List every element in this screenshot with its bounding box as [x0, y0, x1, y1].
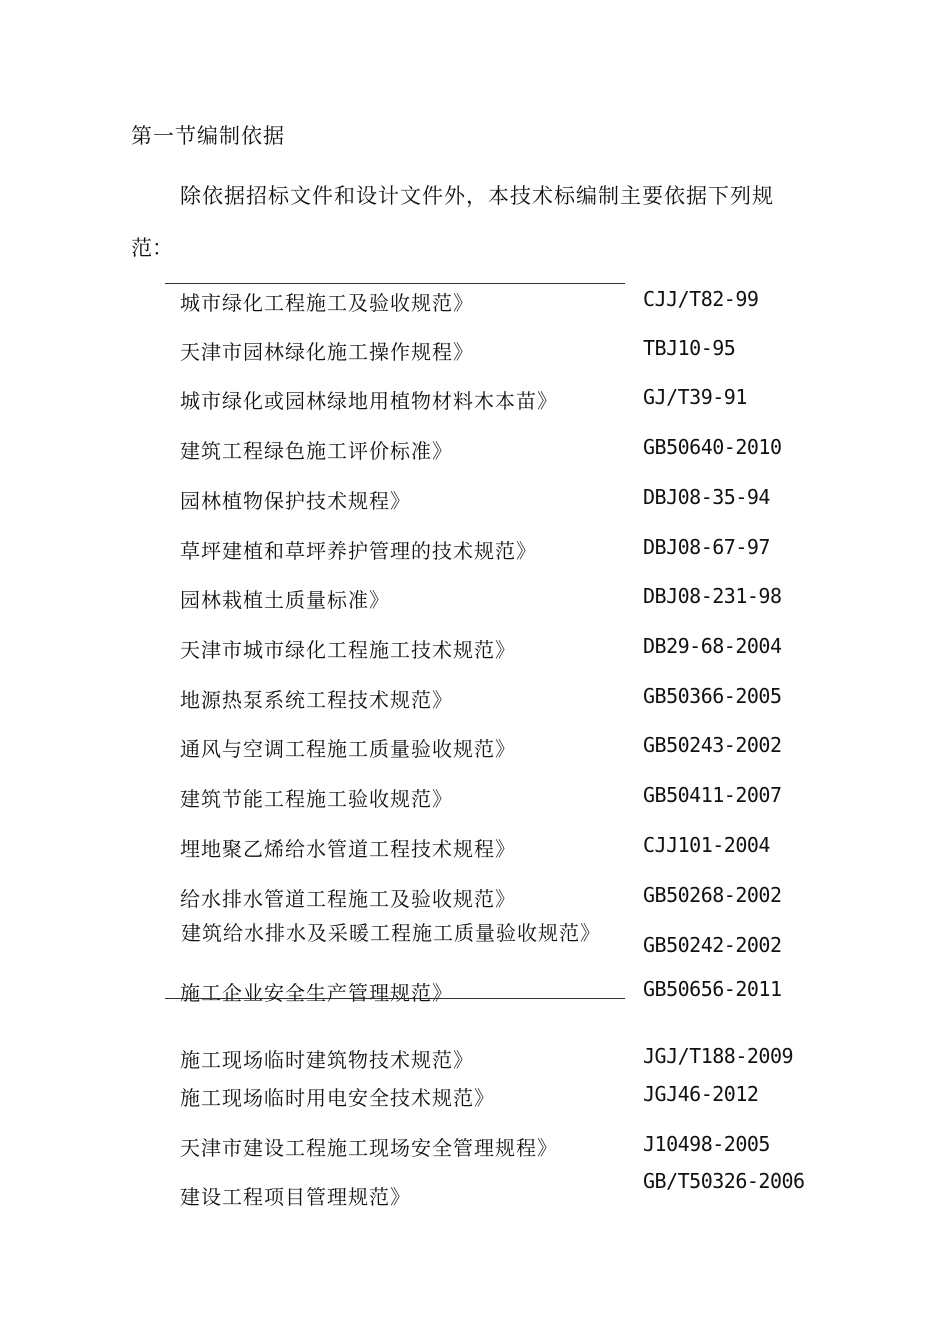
standard-code: GB50366-2005: [643, 684, 782, 708]
standard-row: [0, 287, 950, 317]
standard-name: 城市绿化工程施工及验收规范》: [180, 291, 474, 315]
standard-row: [0, 1044, 950, 1074]
standard-code: GB50268-2002: [643, 883, 782, 907]
table-bottom-rule: [165, 998, 625, 999]
standard-code: CJJ/T82-99: [643, 287, 759, 311]
standard-code: J10498-2005: [643, 1132, 770, 1156]
standard-name: 施工现场临时建筑物技术规范》: [180, 1048, 474, 1072]
standard-name: 天津市建设工程施工现场安全管理规程》: [180, 1136, 558, 1160]
standard-name: 施工现场临时用电安全技术规范》: [180, 1086, 495, 1110]
standard-row: [0, 1082, 950, 1112]
intro-paragraph-line1: 除依据招标文件和设计文件外，本技术标编制主要依据下列规: [180, 184, 774, 208]
standard-name: 建筑给水排水及采暖工程施工质量验收规范》: [181, 921, 601, 945]
standard-row: [0, 485, 950, 515]
standard-name: 给水排水管道工程施工及验收规范》: [180, 887, 516, 911]
standard-row: [0, 535, 950, 565]
standard-code: DBJ08-67-97: [643, 535, 770, 559]
standard-row: [0, 733, 950, 763]
standard-code: GB50411-2007: [643, 783, 782, 807]
standard-name: 草坪建植和草坪养护管理的技术规范》: [180, 539, 537, 563]
standard-row: [0, 584, 950, 614]
section-heading: 第一节编制依据: [131, 124, 285, 148]
standard-name: 建设工程项目管理规范》: [180, 1185, 411, 1209]
standard-code: GB50243-2002: [643, 733, 782, 757]
standard-name: 地源热泵系统工程技术规范》: [180, 688, 453, 712]
standard-code: CJJ101-2004: [643, 833, 770, 857]
standard-name: 建筑工程绿色施工评价标准》: [180, 439, 453, 463]
standard-row: [0, 883, 950, 913]
standard-name: 建筑节能工程施工验收规范》: [180, 787, 453, 811]
standard-code: GB50640-2010: [643, 435, 782, 459]
standard-code: DB29-68-2004: [643, 634, 782, 658]
standard-row: [0, 435, 950, 465]
standard-code: GB50242-2002: [643, 933, 782, 957]
standard-name: 城市绿化或园林绿地用植物材料木本苗》: [180, 389, 558, 413]
standard-name: 通风与空调工程施工质量验收规范》: [180, 737, 516, 761]
standard-row: [0, 833, 950, 863]
standard-name: 埋地聚乙烯给水管道工程技术规程》: [180, 837, 516, 861]
standard-name: 园林栽植土质量标准》: [180, 588, 390, 612]
standard-row: [0, 385, 950, 415]
standard-row: [0, 634, 950, 664]
standard-code: GJ/T39-91: [643, 385, 747, 409]
standard-code: GB50656-2011: [643, 977, 782, 1001]
standard-name: 施工企业安全生产管理规范》: [180, 981, 453, 1005]
table-top-rule: [165, 283, 625, 284]
standard-row: [0, 921, 950, 963]
standard-row: [0, 1132, 950, 1162]
standard-code: JGJ/T188-2009: [643, 1044, 794, 1068]
standard-row: [0, 1169, 950, 1211]
standard-row: [0, 783, 950, 813]
standard-code: DBJ08-231-98: [643, 584, 782, 608]
standard-name: 园林植物保护技术规程》: [180, 489, 411, 513]
standard-code: TBJ10-95: [643, 336, 736, 360]
standard-name: 天津市城市绿化工程施工技术规范》: [180, 638, 516, 662]
intro-paragraph-line2: 范：: [131, 236, 173, 260]
standard-row: [0, 684, 950, 714]
standard-row: [0, 977, 950, 1007]
standard-code: JGJ46-2012: [643, 1082, 759, 1106]
standard-name: 天津市园林绿化施工操作规程》: [180, 340, 474, 364]
standard-code: DBJ08-35-94: [643, 485, 770, 509]
standard-row: [0, 336, 950, 366]
standard-code: GB/T50326-2006: [643, 1169, 805, 1193]
